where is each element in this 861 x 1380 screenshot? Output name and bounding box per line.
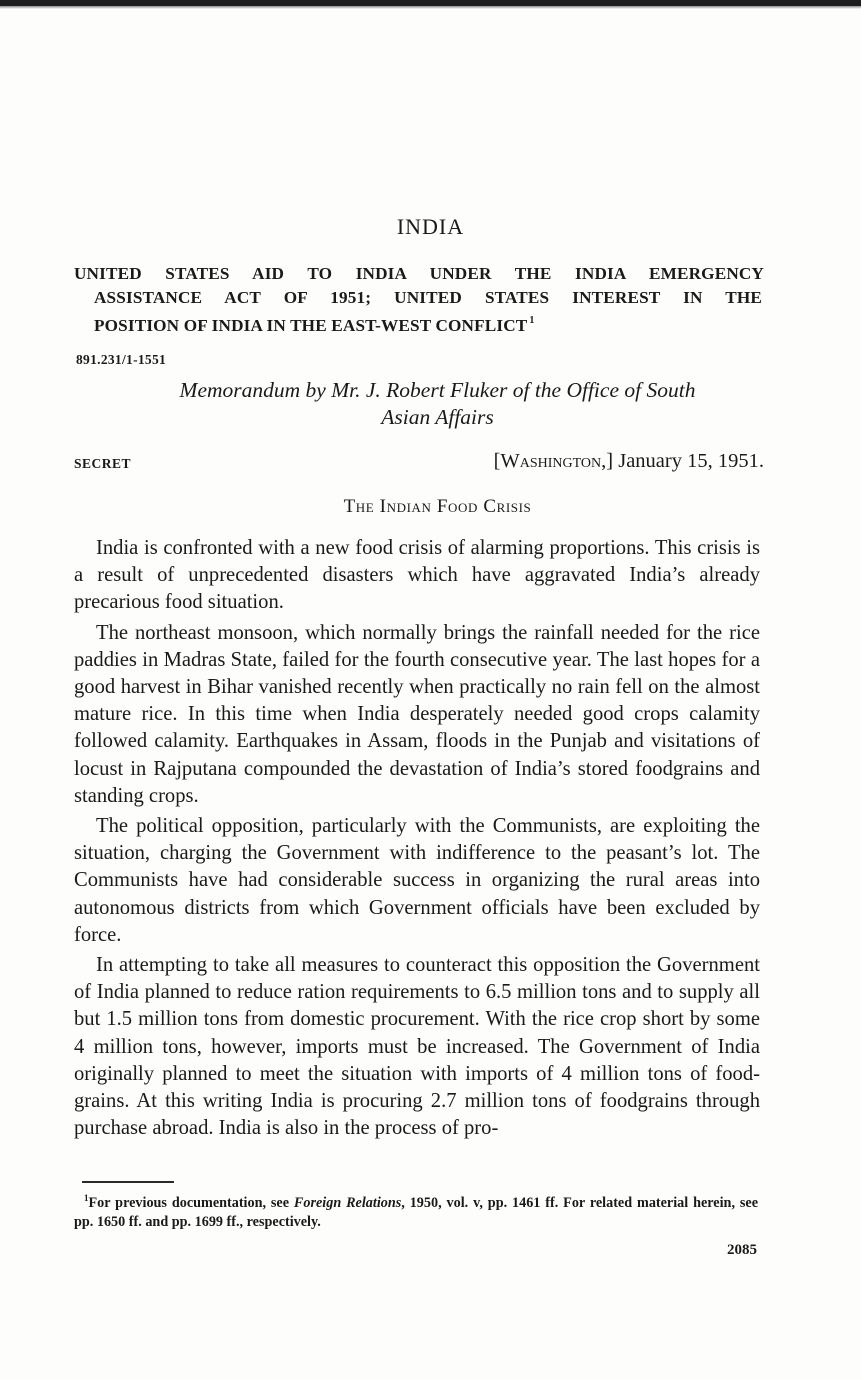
file-number: 891.231/1-1551 (76, 352, 167, 367)
memo-title-line-1: Memorandum by Mr. J. Robert Fluker of the Office of South (179, 378, 696, 402)
top-edge-shadow (0, 6, 861, 9)
footnote-reference-marker: 1 (529, 315, 535, 326)
footnote-separator (82, 1181, 174, 1183)
memo-title-line-2: Asian Affairs (381, 405, 494, 429)
footnote-source-title: Foreign Relations (293, 1195, 402, 1211)
memo-date: January 15, 1951. (618, 450, 764, 472)
place-close-bracket: ,] (601, 450, 614, 472)
memo-title (0, 377, 861, 431)
body-paragraph-2: The northeast monsoon, which normally brings the rainfall needed for the rice paddies in Madras State, failed for the fourth consecutive year. The last hopes for a good harvest in Bihar vanished recently when practically no rain fell on the almost mature rice. In this time when India desperately needed good crops calamity followed calamity. Earthquakes in Assam, floods in the Punjab and visitations of locust in Rajputana compounded the devastation of India’s stored foodgrains and standing crops. (74, 621, 760, 807)
chapter-heading-line-1: UNITED STATES AID TO INDIA UNDER THE INDIA EMERGENCY (74, 264, 764, 283)
country-heading: INDIA (396, 214, 465, 239)
classification-label: SECRET (74, 456, 132, 471)
place-and-date (494, 450, 764, 473)
page-number: 2085 (727, 1242, 757, 1258)
footnote (74, 1189, 758, 1232)
place-name: Washington (500, 450, 602, 472)
chapter-heading (74, 262, 774, 338)
footnote-text-before: For previous documentation, see (88, 1195, 294, 1211)
body-text (74, 535, 760, 1145)
chapter-heading-line-3 (74, 309, 774, 338)
footnote-text-after: , 1950, vol. v, pp. 1461 ff. For related material herein, see pp. 1650 ff. and pp. 1699 ff., respectively. (74, 1195, 758, 1230)
footnote-marker: 1 (84, 1193, 89, 1203)
body-paragraph-3: The political opposition, particularly with the Communists, are exploiting the situation, charging the Government with indifference to the peasant’s lot. The Communists have had considerable success in organizing the rural areas into autonomous districts from which Government officials have been excluded by force. (74, 815, 760, 946)
body-paragraph-1: India is confronted with a new food crisis of alarming proportions. This crisis is a result of unprecedented disasters which have aggravated India’s already precarious food situation. (74, 537, 760, 614)
place-open-bracket: [ (493, 450, 501, 472)
body-paragraph-4: In attempting to take all measures to counteract this opposition the Government of India planned to reduce ration requirements to 6.5 million tons and to supply all but 1.5 million tons from domestic procurement. With the rice crop short by some 4 million tons, however, imports must be increased. The Government of India originally planned to meet the situation with imports of 4 million tons of foodgrains. At this writing India is procuring 2.7 million tons of foodgrains through purchase abroad. India is also in the process of pro- (74, 954, 760, 1140)
chapter-heading-line-2: ASSISTANCE ACT OF 1951; UNITED STATES INTEREST IN THE (94, 287, 762, 307)
section-title: The Indian Food Crisis (343, 496, 532, 517)
chapter-heading-line-3-text: POSITION OF INDIA IN THE EAST-WEST CONFLICT (94, 316, 528, 335)
